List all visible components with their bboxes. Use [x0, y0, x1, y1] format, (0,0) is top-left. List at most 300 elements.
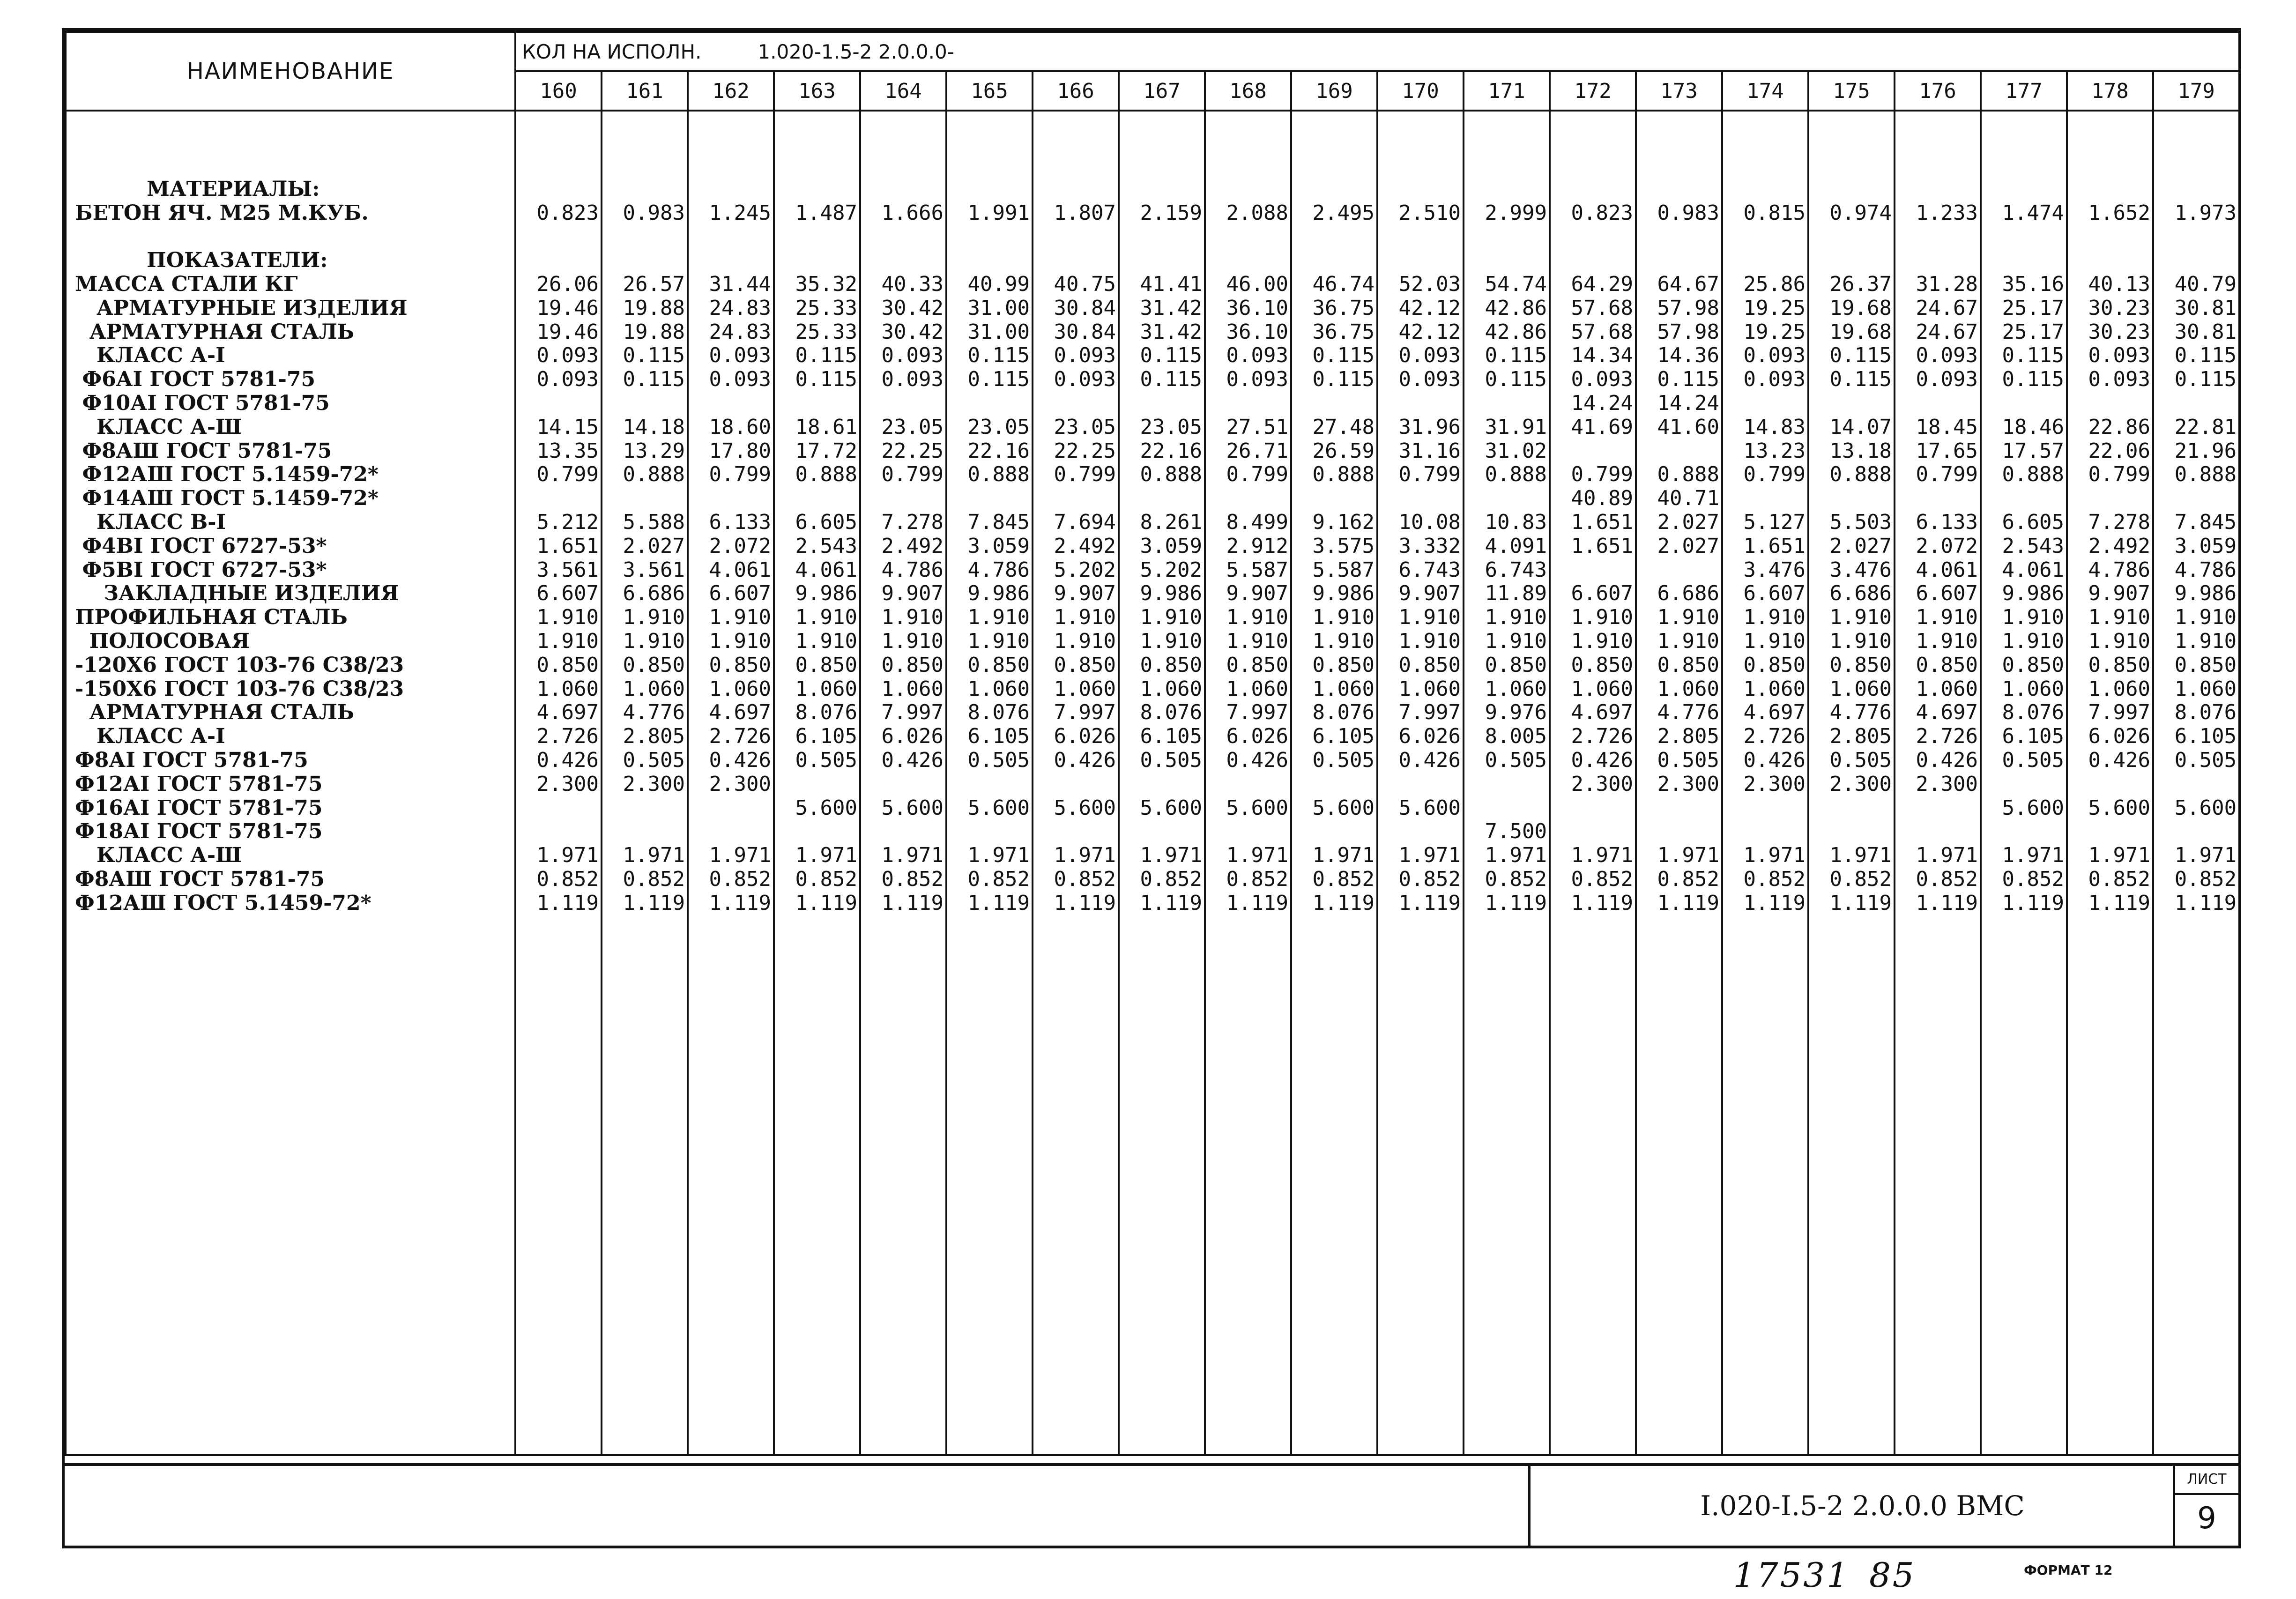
item-name: Ф6АI ГОСТ 5781-75 — [75, 367, 316, 392]
value-cell: 30.23 — [2088, 320, 2150, 344]
value-cell: 2.300 — [1829, 772, 1892, 796]
value-cell: 1.910 — [1226, 605, 1288, 630]
value-cell: 14.36 — [1657, 343, 1719, 368]
value-cell: 17.57 — [2002, 439, 2064, 463]
value-cell — [1378, 249, 1461, 273]
value-cell — [1033, 178, 1116, 201]
item-name: АРМАТУРНАЯ СТАЛЬ — [75, 700, 354, 725]
value-cell: 6.026 — [1398, 724, 1461, 749]
value-cell: 2.805 — [623, 724, 685, 749]
value-cell — [602, 154, 685, 178]
value-cell: 0.852 — [1657, 867, 1719, 891]
value-cell: 8.076 — [967, 700, 1030, 725]
value-cell: 1.971 — [881, 843, 944, 868]
value-cell: 18.46 — [2002, 415, 2064, 439]
value-cell: 0.799 — [2088, 462, 2150, 487]
value-cell: 1.666 — [881, 201, 944, 225]
value-cell: 1.910 — [2002, 605, 2064, 630]
value-cell: 24.83 — [709, 296, 771, 320]
value-cell: 0.850 — [709, 653, 771, 677]
value-cell: 0.799 — [1571, 462, 1633, 487]
value-cell — [775, 249, 857, 273]
value-cell: 1.910 — [1140, 629, 1202, 653]
value-cell: 0.852 — [2002, 867, 2064, 891]
value-cell: 1.910 — [2174, 629, 2237, 653]
value-cell: 1.060 — [1226, 677, 1288, 701]
value-cell: 6.026 — [2088, 724, 2150, 749]
value-cell: 30.42 — [881, 296, 944, 320]
qty-label: КОЛ НА ИСПОЛН. — [522, 40, 702, 63]
value-cell: 9.162 — [1312, 510, 1375, 534]
value-cell: 26.37 — [1829, 272, 1892, 296]
value-cell — [1637, 820, 1719, 844]
value-cell — [1723, 392, 1806, 416]
value-cell: 1.910 — [1054, 605, 1116, 630]
value-cell: 26.57 — [623, 272, 685, 296]
value-cell — [1723, 154, 1806, 178]
value-cell — [2154, 392, 2237, 416]
value-cell — [1723, 178, 1806, 201]
item-name: КЛАСС А-I — [75, 724, 225, 749]
value-cell: 3.561 — [623, 558, 685, 582]
value-cell — [1982, 249, 2064, 273]
value-cell — [516, 392, 599, 416]
value-cell: 5.503 — [1829, 510, 1892, 534]
value-cell — [1378, 154, 1461, 178]
value-cell — [1033, 392, 1116, 416]
variant-column-header: 175 — [1808, 71, 1895, 111]
value-cell: 23.05 — [1140, 415, 1202, 439]
value-cell: 1.910 — [881, 629, 944, 653]
value-cell: 1.119 — [1140, 891, 1202, 915]
value-cell: 64.67 — [1657, 272, 1719, 296]
value-cell: 5.600 — [2174, 796, 2237, 820]
value-cell: 1.910 — [1485, 629, 1547, 653]
value-cell: 46.74 — [1312, 272, 1375, 296]
value-cell: 25.17 — [2002, 320, 2064, 344]
value-cell — [1809, 154, 1892, 178]
value-cell: 1.971 — [1398, 843, 1461, 868]
value-cell: 2.027 — [1829, 534, 1892, 558]
value-cell: 2.492 — [2088, 534, 2150, 558]
value-cell — [1895, 225, 1978, 249]
variant-column-header: 179 — [2153, 71, 2239, 111]
value-cell: 18.60 — [709, 415, 771, 439]
title-block — [65, 1463, 2238, 1546]
item-name: Ф12АI ГОСТ 5781-75 — [75, 772, 323, 796]
value-cell: 4.091 — [1485, 534, 1547, 558]
value-cell: 1.910 — [795, 629, 857, 653]
value-cell: 0.850 — [1485, 653, 1547, 677]
value-cell: 0.852 — [2088, 867, 2150, 891]
value-cell: 9.986 — [795, 581, 857, 606]
value-cell: 9.976 — [1485, 700, 1547, 725]
value-cell: 14.07 — [1829, 415, 1892, 439]
value-cell: 18.45 — [1916, 415, 1978, 439]
variant-column-header: 173 — [1636, 71, 1722, 111]
value-cell: 57.68 — [1571, 320, 1633, 344]
item-name: Ф12АШ ГОСТ 5.1459-72* — [75, 462, 379, 487]
value-cell: 1.119 — [1829, 891, 1892, 915]
value-cell: 5.587 — [1312, 558, 1375, 582]
item-name: -150Х6 ГОСТ 103-76 С38/23 — [75, 677, 404, 701]
value-cell: 2.072 — [1916, 534, 1978, 558]
value-cell: 0.115 — [1140, 343, 1202, 368]
value-cell — [1895, 392, 1978, 416]
variant-column — [2153, 111, 2239, 1455]
value-cell: 5.202 — [1140, 558, 1202, 582]
value-cell: 57.98 — [1657, 296, 1719, 320]
value-cell: 0.888 — [1485, 462, 1547, 487]
value-cell: 0.850 — [1657, 653, 1719, 677]
value-cell: 1.119 — [1916, 891, 1978, 915]
value-cell: 1.910 — [881, 605, 944, 630]
value-cell — [1895, 178, 1978, 201]
value-cell: 1.971 — [1829, 843, 1892, 868]
value-cell: 2.027 — [623, 534, 685, 558]
value-cell: 3.476 — [1743, 558, 1806, 582]
value-cell — [1551, 225, 1633, 249]
value-cell: 0.093 — [1743, 367, 1806, 392]
value-cell: 4.061 — [1916, 558, 1978, 582]
value-cell — [861, 154, 944, 178]
value-cell: 2.300 — [1916, 772, 1978, 796]
value-cell: 0.983 — [1657, 201, 1719, 225]
value-cell: 9.907 — [1054, 581, 1116, 606]
value-cell — [2068, 773, 2150, 796]
value-cell: 4.697 — [536, 700, 599, 725]
variant-column — [1808, 111, 1895, 1455]
value-cell — [2154, 225, 2237, 249]
value-cell: 1.991 — [967, 201, 1030, 225]
variant-column-header: 178 — [2067, 71, 2153, 111]
value-cell: 0.115 — [623, 367, 685, 392]
value-cell: 1.910 — [2002, 629, 2064, 653]
item-name: ЗАКЛАДНЫЕ ИЗДЕЛИЯ — [75, 581, 399, 606]
value-cell: 40.13 — [2088, 272, 2150, 296]
value-cell: 1.119 — [623, 891, 685, 915]
value-cell: 0.850 — [1743, 653, 1806, 677]
value-cell: 17.80 — [709, 439, 771, 463]
value-cell — [1637, 154, 1719, 178]
value-cell: 31.96 — [1398, 415, 1461, 439]
value-cell — [516, 154, 599, 178]
value-cell: 1.971 — [2174, 843, 2237, 868]
value-cell: 0.850 — [2088, 653, 2150, 677]
value-cell: 0.426 — [1916, 748, 1978, 772]
value-cell: 24.83 — [709, 320, 771, 344]
value-cell — [1464, 392, 1547, 416]
value-cell: 0.852 — [1054, 867, 1116, 891]
item-name: Ф8АШ ГОСТ 5781-75 — [75, 867, 325, 891]
value-cell — [1637, 178, 1719, 201]
value-cell: 2.300 — [1743, 772, 1806, 796]
value-cell — [2068, 487, 2150, 511]
value-cell: 42.86 — [1485, 296, 1547, 320]
value-cell: 5.588 — [623, 510, 685, 534]
value-cell — [1378, 178, 1461, 201]
value-cell: 2.543 — [2002, 534, 2064, 558]
value-cell: 0.426 — [1571, 748, 1633, 772]
value-cell: 0.850 — [1398, 653, 1461, 677]
value-cell: 0.852 — [2174, 867, 2237, 891]
handwritten-number-2: 85 — [1869, 1555, 1916, 1595]
value-cell: 25.86 — [1743, 272, 1806, 296]
value-cell: 0.426 — [1226, 748, 1288, 772]
value-cell: 7.997 — [1398, 700, 1461, 725]
value-cell — [2154, 773, 2237, 796]
value-cell: 1.119 — [795, 891, 857, 915]
value-cell — [775, 392, 857, 416]
value-cell: 1.910 — [1054, 629, 1116, 653]
value-cell: 41.41 — [1140, 272, 1202, 296]
value-cell: 1.971 — [967, 843, 1030, 868]
variant-column-header: 161 — [602, 71, 688, 111]
value-cell: 2.492 — [881, 534, 944, 558]
item-name: Ф8АШ ГОСТ 5781-75 — [75, 439, 332, 463]
value-cell: 14.24 — [1657, 391, 1719, 415]
value-cell: 1.119 — [536, 891, 599, 915]
value-cell: 40.99 — [967, 272, 1030, 296]
value-cell — [689, 392, 771, 416]
value-cell: 9.986 — [967, 581, 1030, 606]
value-cell: 2.495 — [1312, 201, 1375, 225]
qty-per-variant-header — [515, 32, 2239, 71]
value-cell: 42.12 — [1398, 296, 1461, 320]
value-cell — [1809, 820, 1892, 844]
value-cell — [861, 487, 944, 511]
value-cell: 1.060 — [1485, 677, 1547, 701]
value-cell: 6.743 — [1485, 558, 1547, 582]
value-cell: 0.852 — [1571, 867, 1633, 891]
value-cell: 2.805 — [1829, 724, 1892, 749]
value-cell: 2.300 — [1571, 772, 1633, 796]
value-cell: 23.05 — [881, 415, 944, 439]
value-cell: 22.16 — [967, 439, 1030, 463]
value-cell: 0.852 — [1226, 867, 1288, 891]
variant-column-header: 172 — [1550, 71, 1636, 111]
value-cell: 5.600 — [1140, 796, 1202, 820]
value-cell: 0.093 — [536, 367, 599, 392]
format-label: ФОРМАТ 12 — [2024, 1562, 2113, 1578]
document-code: I.020-I.5-2 2.0.0.0 ВМС — [1528, 1466, 2194, 1546]
value-cell: 0.426 — [536, 748, 599, 772]
value-cell: 1.119 — [2174, 891, 2237, 915]
value-cell: 6.686 — [623, 581, 685, 606]
variant-column — [515, 111, 602, 1455]
item-name: АРМАТУРНАЯ СТАЛЬ — [75, 320, 354, 344]
value-cell: 3.059 — [1140, 534, 1202, 558]
variant-column — [602, 111, 688, 1455]
value-cell: 1.652 — [2088, 201, 2150, 225]
value-cell: 40.89 — [1571, 486, 1633, 511]
value-cell: 24.67 — [1916, 296, 1978, 320]
value-cell — [1206, 392, 1288, 416]
variant-column-header: 160 — [515, 71, 602, 111]
value-cell — [1033, 249, 1116, 273]
value-cell: 0.505 — [1829, 748, 1892, 772]
item-name: ПОКАЗАТЕЛИ: — [75, 248, 328, 273]
value-cell: 5.600 — [1226, 796, 1288, 820]
value-cell: 42.12 — [1398, 320, 1461, 344]
value-cell: 0.852 — [967, 867, 1030, 891]
value-cell: 0.850 — [795, 653, 857, 677]
value-cell — [1809, 487, 1892, 511]
value-cell: 1.119 — [1571, 891, 1633, 915]
value-cell: 24.67 — [1916, 320, 1978, 344]
value-cell — [861, 392, 944, 416]
value-cell: 0.799 — [536, 462, 599, 487]
value-cell: 19.46 — [536, 320, 599, 344]
value-cell: 0.115 — [2002, 367, 2064, 392]
value-cell: 1.910 — [1916, 605, 1978, 630]
value-cell: 0.852 — [536, 867, 599, 891]
value-cell: 9.907 — [1398, 581, 1461, 606]
item-name: Ф18АI ГОСТ 5781-75 — [75, 819, 323, 844]
value-cell: 2.726 — [1571, 724, 1633, 749]
value-cell: 0.823 — [536, 201, 599, 225]
value-cell: 2.072 — [709, 534, 771, 558]
item-name: Ф16АI ГОСТ 5781-75 — [75, 796, 323, 820]
value-cell: 1.971 — [623, 843, 685, 868]
value-cell: 0.505 — [1312, 748, 1375, 772]
table-body-row — [66, 111, 2239, 1455]
value-cell: 0.505 — [1140, 748, 1202, 772]
value-cell: 1.119 — [881, 891, 944, 915]
value-cell — [1895, 796, 1978, 820]
value-cell — [1809, 225, 1892, 249]
value-cell: 6.105 — [795, 724, 857, 749]
value-cell: 0.093 — [536, 343, 599, 368]
variant-column-header: 177 — [1981, 71, 2067, 111]
value-cell — [516, 225, 599, 249]
value-cell: 1.060 — [1829, 677, 1892, 701]
value-cell: 30.81 — [2174, 320, 2237, 344]
value-cell — [1551, 178, 1633, 201]
value-cell: 22.86 — [2088, 415, 2150, 439]
value-cell: 1.060 — [709, 677, 771, 701]
value-cell: 0.888 — [1312, 462, 1375, 487]
value-cell — [1378, 225, 1461, 249]
value-cell — [1464, 225, 1547, 249]
value-cell — [1206, 773, 1288, 796]
value-cell: 35.32 — [795, 272, 857, 296]
value-cell: 0.505 — [1485, 748, 1547, 772]
value-cell: 31.00 — [967, 320, 1030, 344]
value-cell: 4.697 — [1571, 700, 1633, 725]
value-cell: 5.600 — [795, 796, 857, 820]
value-cell: 0.850 — [2002, 653, 2064, 677]
value-cell — [1120, 773, 1202, 796]
value-cell — [775, 773, 857, 796]
value-cell: 6.686 — [1829, 581, 1892, 606]
value-cell: 1.245 — [709, 201, 771, 225]
value-cell: 0.888 — [623, 462, 685, 487]
value-cell — [947, 820, 1030, 844]
value-cell: 0.093 — [709, 343, 771, 368]
specification-table — [65, 31, 2240, 1456]
value-cell: 0.888 — [2002, 462, 2064, 487]
value-cell: 5.600 — [1312, 796, 1375, 820]
value-cell: 0.983 — [623, 201, 685, 225]
value-cell — [1033, 154, 1116, 178]
value-cell: 1.119 — [1054, 891, 1116, 915]
value-cell: 21.96 — [2174, 439, 2237, 463]
value-cell: 1.910 — [1657, 629, 1719, 653]
value-cell: 4.697 — [1743, 700, 1806, 725]
value-cell: 0.505 — [1657, 748, 1719, 772]
value-cell — [1464, 796, 1547, 820]
value-cell: 6.133 — [1916, 510, 1978, 534]
value-cell — [1982, 820, 2064, 844]
value-cell: 6.026 — [1226, 724, 1288, 749]
value-cell: 0.093 — [2088, 367, 2150, 392]
value-cell: 6.105 — [1140, 724, 1202, 749]
value-cell: 1.971 — [1140, 843, 1202, 868]
value-cell: 1.474 — [2002, 201, 2064, 225]
value-cell: 14.34 — [1571, 343, 1633, 368]
item-name — [75, 225, 510, 249]
value-cell — [1895, 249, 1978, 273]
value-cell: 1.910 — [709, 629, 771, 653]
item-name: Ф14АШ ГОСТ 5.1459-72* — [75, 486, 379, 511]
value-cell: 41.69 — [1571, 415, 1633, 439]
value-cell — [1551, 558, 1633, 582]
item-name: Ф4ВI ГОСТ 6727-53* — [75, 534, 327, 558]
value-cell — [1033, 225, 1116, 249]
value-cell: 19.25 — [1743, 320, 1806, 344]
value-cell: 2.300 — [1657, 772, 1719, 796]
value-cell: 6.605 — [795, 510, 857, 534]
value-cell: 1.973 — [2174, 201, 2237, 225]
sheet-number: 9 — [2197, 1501, 2216, 1536]
variant-column-header: 168 — [1205, 71, 1291, 111]
value-cell: 2.300 — [709, 772, 771, 796]
value-cell — [1982, 392, 2064, 416]
value-cell: 1.060 — [1657, 677, 1719, 701]
value-cell: 5.600 — [2002, 796, 2064, 820]
value-cell: 0.093 — [1398, 343, 1461, 368]
value-cell: 31.44 — [709, 272, 771, 296]
variant-column — [946, 111, 1033, 1455]
variant-column — [1722, 111, 1808, 1455]
value-cell: 40.79 — [2174, 272, 2237, 296]
value-cell: 0.850 — [967, 653, 1030, 677]
value-cell — [689, 249, 771, 273]
value-cell: 2.726 — [709, 724, 771, 749]
value-cell: 1.910 — [1398, 605, 1461, 630]
value-cell: 26.59 — [1312, 439, 1375, 463]
value-cell: 1.651 — [1571, 534, 1633, 558]
value-cell: 1.910 — [2174, 605, 2237, 630]
variant-column — [860, 111, 946, 1455]
value-cell — [1120, 392, 1202, 416]
value-cell — [1206, 487, 1288, 511]
value-cell: 1.119 — [709, 891, 771, 915]
value-cell: 2.510 — [1398, 201, 1461, 225]
value-cell — [1292, 487, 1375, 511]
value-cell: 5.127 — [1743, 510, 1806, 534]
value-cell: 1.971 — [1226, 843, 1288, 868]
value-cell: 0.093 — [709, 367, 771, 392]
variant-column-header: 166 — [1033, 71, 1119, 111]
item-name: МАТЕРИАЛЫ: — [75, 177, 320, 201]
value-cell — [602, 392, 685, 416]
value-cell: 19.88 — [623, 320, 685, 344]
value-cell: 1.910 — [1398, 629, 1461, 653]
value-cell — [2068, 225, 2150, 249]
value-cell: 2.159 — [1140, 201, 1202, 225]
